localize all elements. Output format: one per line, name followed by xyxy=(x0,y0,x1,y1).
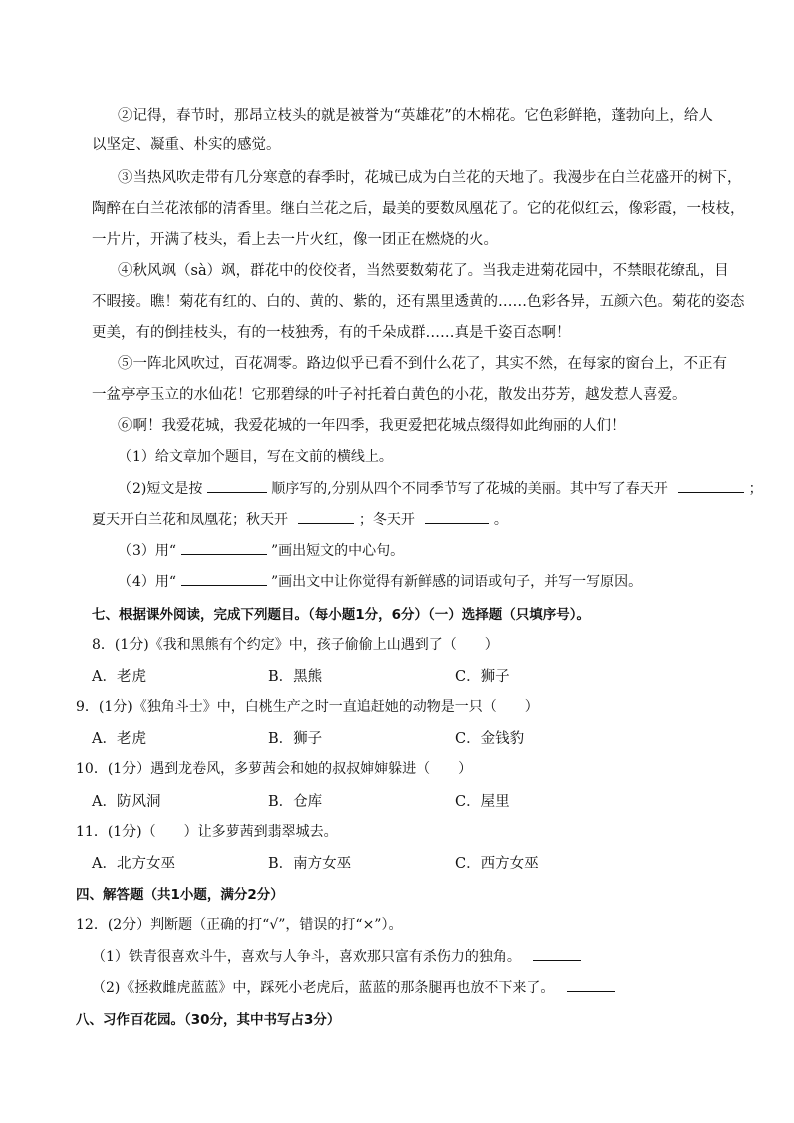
question-11-option-c[interactable]: C．西方女巫 xyxy=(455,856,539,872)
question-12-statement-2-text: （2)《拯救雌虎蓝蓝》中，踩死小老虎后，蓝蓝的那条腿再也放不下来了。 xyxy=(92,980,555,996)
section-8-heading: 八、习作百花园。（30分，其中书写占3分） xyxy=(76,1012,341,1028)
question-12-stem: 12．(2分）判断题（正确的打“√”，错误的打“×”）。 xyxy=(76,917,403,933)
question-4-text-b: ”画出文中让你觉得有新鲜感的词语或句子，并写一写原因。 xyxy=(270,574,643,590)
question-2-text-f: 。 xyxy=(493,512,508,528)
paragraph-4-line-2: 不暇接。瞧！菊花有红的、白的、黄的、紫的，还有黑里透黄的……色彩各异，五颜六色。菊花的姿态 xyxy=(92,294,745,310)
answer-blank-order[interactable] xyxy=(207,478,267,493)
paragraph-3-line-1: ③当热风吹走带有几分寒意的春季时，花城已成为白兰花的天地了。我漫步在白兰花盛开的树下， xyxy=(118,170,742,186)
answer-blank-12-1[interactable] xyxy=(533,946,581,961)
question-2-text-d: 夏天开白兰花和凤凰花；秋天开 xyxy=(92,512,288,528)
section-7-heading: 七、根据课外阅读，完成下列题目。（每小题1分，6分）（一）选择题（只填序号）。 xyxy=(92,607,591,623)
answer-blank-spring[interactable] xyxy=(678,478,744,493)
underline-sample-4 xyxy=(181,571,267,586)
question-10-option-c[interactable]: C．屋里 xyxy=(455,794,510,810)
answer-blank-winter[interactable] xyxy=(425,509,489,524)
paragraph-5-line-2: 一盆亭亭玉立的水仙花！它那碧绿的叶子衬托着白黄色的小花，散发出芬芳，越发惹人喜爱。 xyxy=(92,387,687,403)
question-2-text-c: ； xyxy=(748,481,763,497)
question-2-text-b: 顺序写的,分别从四个不同季节写了花城的美丽。其中写了春天开 xyxy=(271,481,668,497)
question-8-option-b[interactable]: B．黑熊 xyxy=(268,669,323,685)
question-12-statement-1 xyxy=(92,946,581,966)
question-10-option-a[interactable]: A．防风洞 xyxy=(92,794,161,810)
question-12-statement-2 xyxy=(92,977,615,997)
answer-blank-autumn[interactable] xyxy=(298,509,354,524)
question-9-option-a[interactable]: A．老虎 xyxy=(92,731,146,747)
section-4-heading: 四、解答题（共1小题，满分2分） xyxy=(76,887,284,903)
question-9-stem: 9．(1分)《独角斗士》中，白桃生产之时一直追赶她的动物是一只（ ） xyxy=(76,699,539,715)
paragraph-4-line-1: ④秋风飒（sà）飒，群花中的佼佼者，当然要数菊花了。当我走进菊花园中，不禁眼花缭乱，目 xyxy=(118,263,729,279)
paragraph-2-line-1: ②记得，春节时，那昂立枝头的就是被誉为“英雄花”的木棉花。它色彩鲜艳，蓬勃向上，给人 xyxy=(118,108,713,124)
underline-sample-3 xyxy=(181,540,267,555)
paragraph-3-line-3: 一片片，开满了枝头，看上去一片火红，像一团正在燃烧的火。 xyxy=(92,232,498,248)
question-3-text-a: （3）用“ xyxy=(118,543,177,559)
question-11-option-a[interactable]: A．北方女巫 xyxy=(92,856,175,872)
question-1: （1）给文章加个题目，写在文前的横线上。 xyxy=(118,449,393,465)
question-12-statement-1-text: （1）铁青很喜欢斗牛，喜欢与人争斗，喜欢那只富有杀伤力的独角。 xyxy=(92,949,521,965)
question-11-stem: 11．(1分)（ ）让多萝茜到翡翠城去。 xyxy=(76,824,338,840)
question-8-stem: 8．(1分)《我和黑熊有个约定》中，孩子偷偷上山遇到了（ ） xyxy=(92,637,499,653)
question-10-option-b[interactable]: B．仓库 xyxy=(268,794,323,810)
question-9-option-b[interactable]: B．狮子 xyxy=(268,731,323,747)
paragraph-2-line-2: 以坚定、凝重、朴实的感觉。 xyxy=(92,137,281,153)
question-3-text-b: ”画出短文的中心句。 xyxy=(270,543,405,559)
question-9-option-c[interactable]: C．金钱豹 xyxy=(455,731,525,747)
question-2-line-1 xyxy=(118,478,763,498)
question-4 xyxy=(118,571,642,591)
paragraph-6-line-1: ⑥啊！我爱花城，我爱花城的一年四季，我更爱把花城点缀得如此绚丽的人们！ xyxy=(118,418,626,434)
question-8-option-a[interactable]: A．老虎 xyxy=(92,669,146,685)
question-3 xyxy=(118,540,404,560)
question-8-option-c[interactable]: C．狮子 xyxy=(455,669,510,685)
paragraph-3-line-2: 陶醉在白兰花浓郁的清香里。继白兰花之后，最美的要数凤凰花了。它的花似红云，像彩霞，一枝枝， xyxy=(92,201,745,217)
answer-blank-12-2[interactable] xyxy=(567,977,615,992)
question-2-line-2 xyxy=(92,509,508,529)
paragraph-4-line-3: 更美，有的倒挂枝头，有的一枝独秀，有的千朵成群……真是千姿百态啊！ xyxy=(92,325,571,341)
paragraph-5-line-1: ⑤一阵北风吹过，百花凋零。路边似乎已看不到什么花了，其实不然，在每家的窗台上，不正有 xyxy=(118,356,727,372)
question-11-option-b[interactable]: B．南方女巫 xyxy=(268,856,352,872)
question-4-text-a: （4）用“ xyxy=(118,574,177,590)
question-10-stem: 10．(1分）遇到龙卷风，多萝茜会和她的叔叔婶婶躲进（ ） xyxy=(76,761,473,777)
question-2-text-a: （2)短文是按 xyxy=(118,481,203,497)
question-2-text-e: ；冬天开 xyxy=(358,512,415,528)
